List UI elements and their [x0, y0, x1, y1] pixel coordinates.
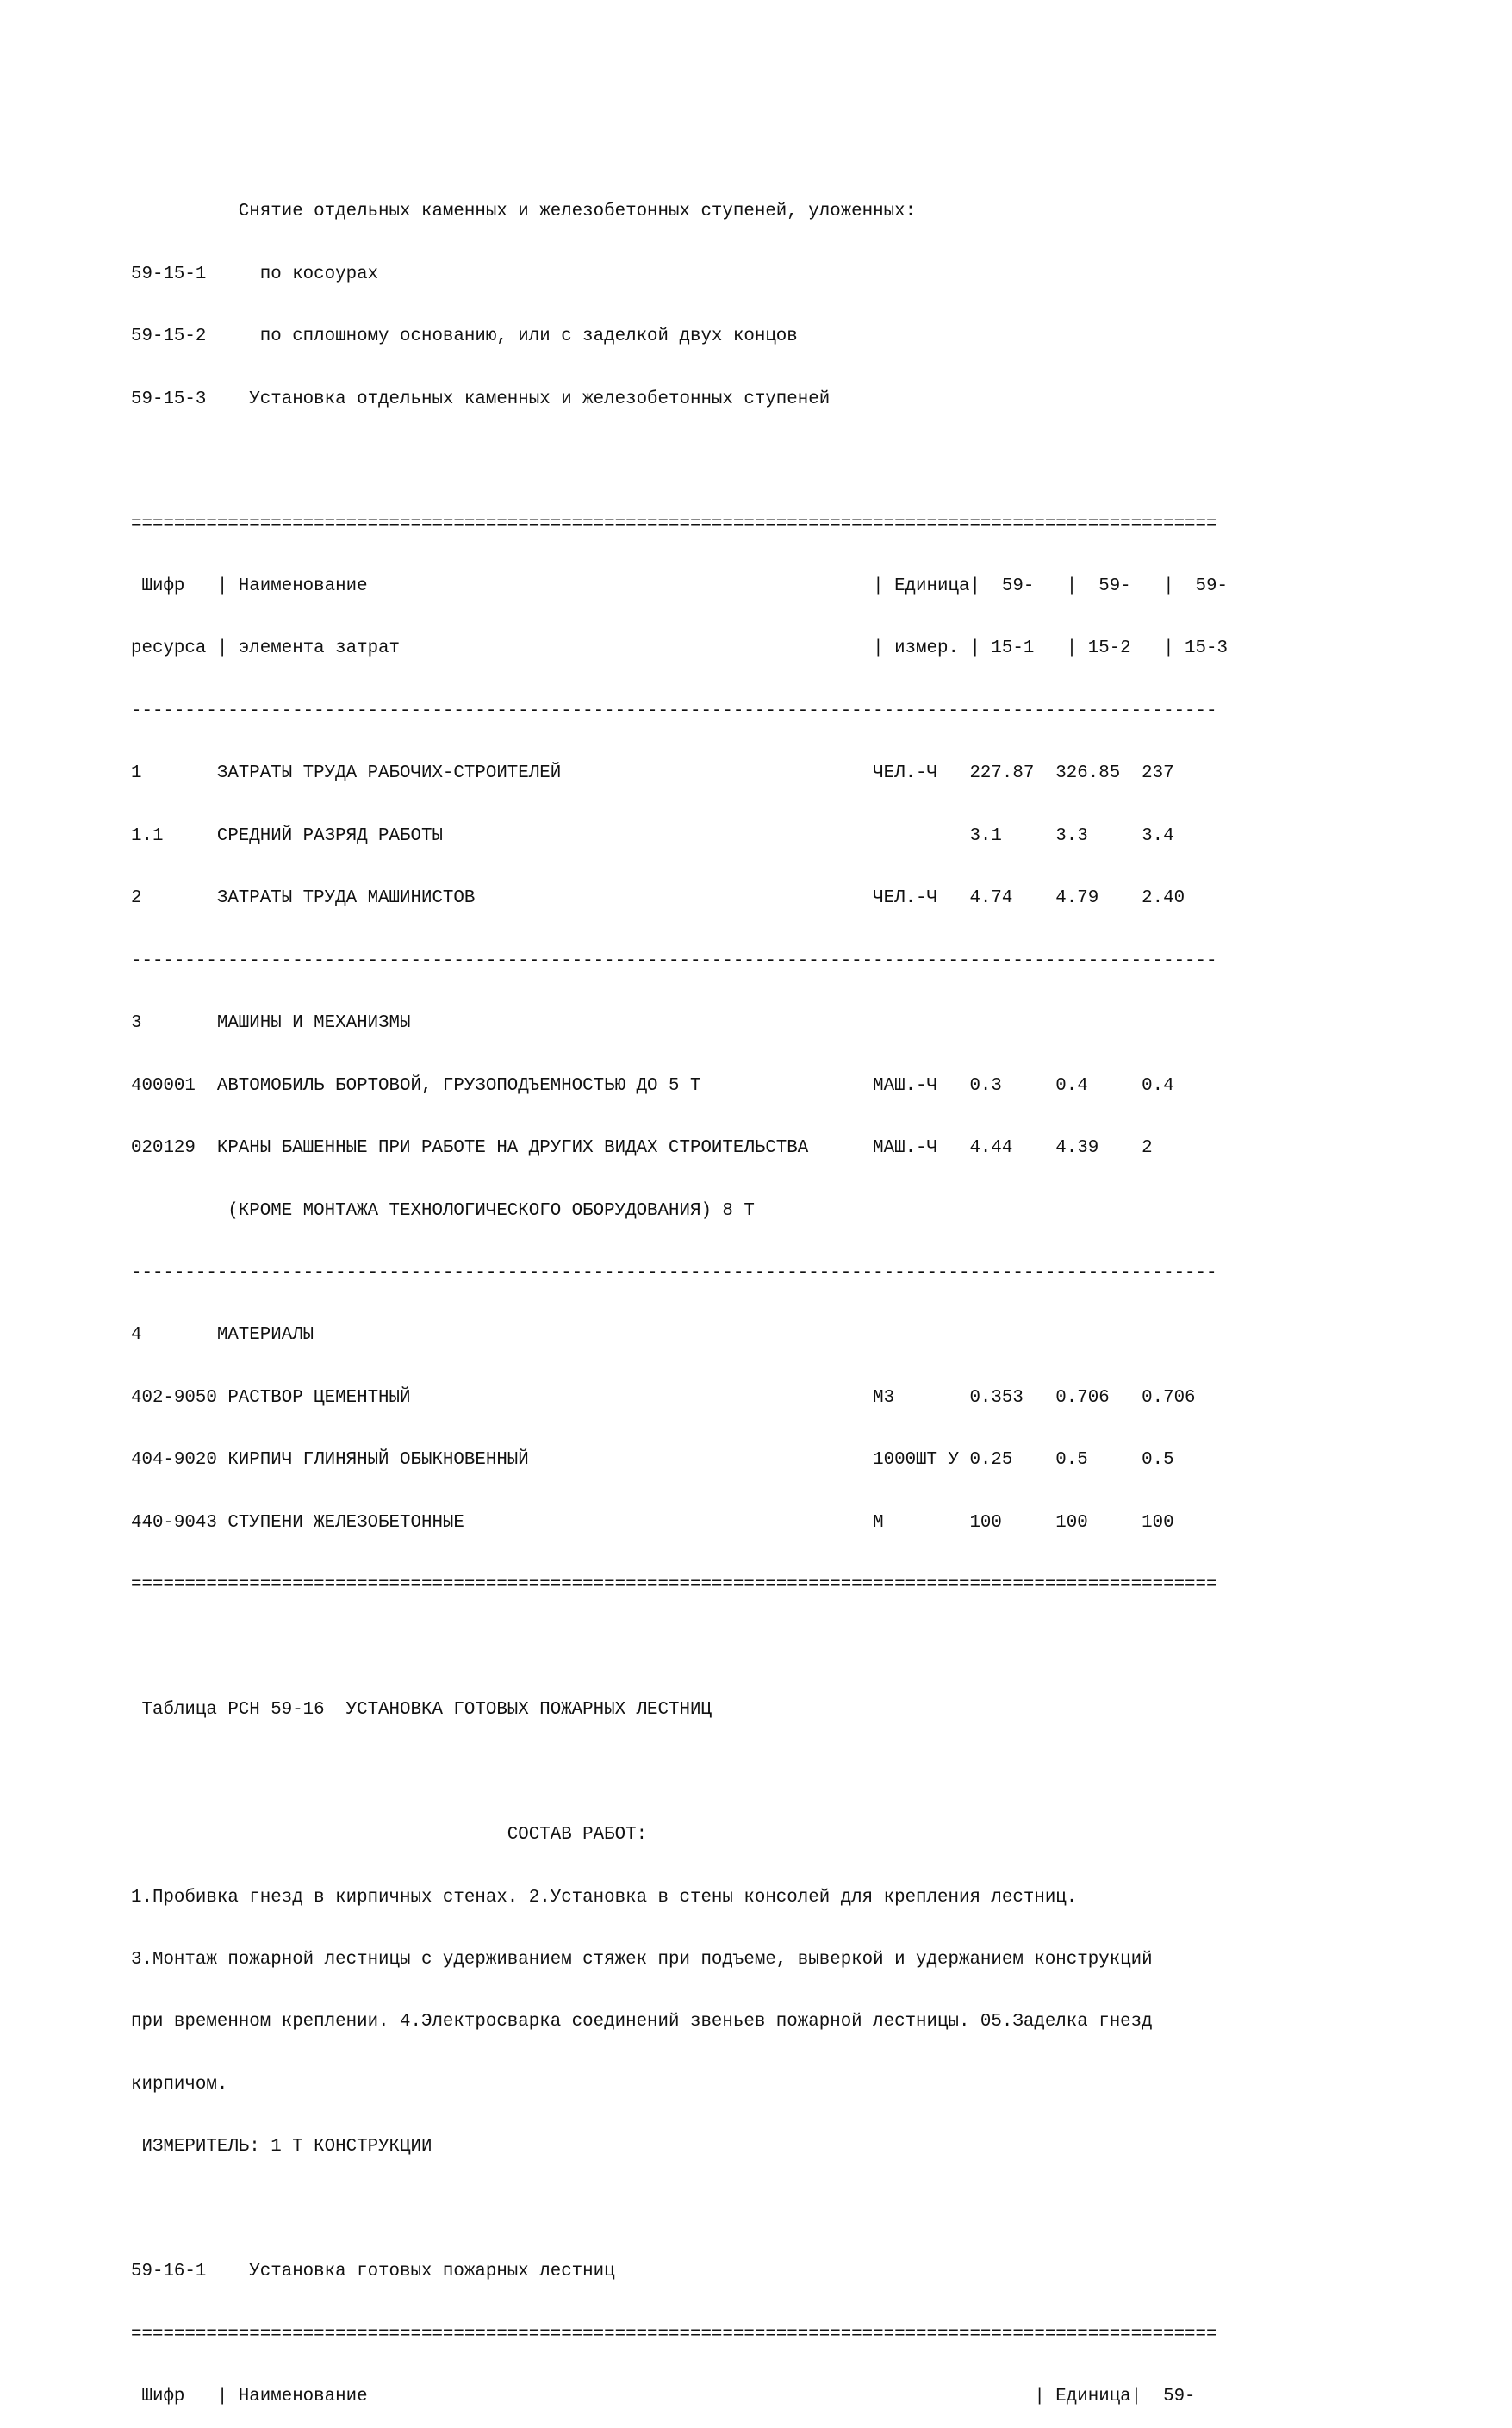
table-row: 402-9050 РАСТВОР ЦЕМЕНТНЫЙ М3 0.353 0.706 0.706	[131, 1387, 1196, 1408]
table-row: 3 МАШИНЫ И МЕХАНИЗМЫ	[131, 1013, 411, 1034]
text-line: 59-15-2 по сплошному основанию, или с заделкой двух концов	[131, 327, 798, 347]
table-row: 4 МАТЕРИАЛЫ	[131, 1325, 314, 1346]
section-heading: СОСТАВ РАБОТ:	[131, 1825, 648, 1846]
text-line: Снятие отдельных каменных и железобетонных ступеней, уложенных:	[131, 202, 917, 222]
table-row: (КРОМЕ МОНТАЖА ТЕХНОЛОГИЧЕСКОГО ОБОРУДОВАНИЯ) 8 Т	[131, 1200, 755, 1221]
table-rule: -----------------------------------------------------------------------------------------------------	[131, 700, 1217, 721]
table-header-row: Шифр | Наименование | Единица| 59-	[131, 2387, 1196, 2407]
table-rule: -----------------------------------------------------------------------------------------------------	[131, 1263, 1217, 1284]
blank-line	[131, 2200, 1228, 2220]
table-header-row: Шифр | Наименование | Единица| 59- | 59- | 59-	[131, 576, 1228, 597]
table-row: 1.1 СРЕДНИЙ РАЗРЯД РАБОТЫ 3.1 3.3 3.4	[131, 825, 1174, 846]
blank-line	[131, 1763, 1228, 1784]
table-row: 404-9020 КИРПИЧ ГЛИНЯНЫЙ ОБЫКНОВЕННЫЙ 1000ШТ У 0.25 0.5 0.5	[131, 1450, 1174, 1471]
table-row: 400001 АВТОМОБИЛЬ БОРТОВОЙ, ГРУЗОПОДЪЕМНОСТЬЮ ДО 5 Т МАШ.-Ч 0.3 0.4 0.4	[131, 1075, 1174, 1096]
table-rule: -----------------------------------------------------------------------------------------------------	[131, 950, 1217, 971]
table-rule: =====================================================================================================	[131, 2324, 1217, 2344]
table-rule: =====================================================================================================	[131, 1575, 1217, 1596]
text-line: 3.Монтаж пожарной лестницы с удерживанием стяжек при подъеме, выверкой и удержанием конструкций	[131, 1950, 1153, 1970]
text-line: 59-15-3 Установка отдельных каменных и железобетонных ступеней	[131, 389, 831, 409]
document-page	[131, 160, 1228, 2428]
text-line: 59-16-1 Установка готовых пожарных лестниц	[131, 2262, 615, 2282]
measure-line: ИЗМЕРИТЕЛЬ: 1 Т КОНСТРУКЦИИ	[131, 2137, 432, 2157]
text-line: кирпичом.	[131, 2074, 228, 2095]
table-header-row: ресурса | элемента затрат | измер. | 15-1 | 15-2 | 15-3	[131, 638, 1228, 659]
table-rule: =====================================================================================================	[131, 514, 1217, 534]
table-row: 020129 КРАНЫ БАШЕННЫЕ ПРИ РАБОТЕ НА ДРУГИХ ВИДАХ СТРОИТЕЛЬСТВА МАШ.-Ч 4.44 4.39 2	[131, 1138, 1153, 1159]
table-title: Таблица РСН 59-16 УСТАНОВКА ГОТОВЫХ ПОЖАРНЫХ ЛЕСТНИЦ	[131, 1700, 712, 1721]
text-line: 59-15-1 по косоурах	[131, 264, 379, 284]
blank-line	[131, 1638, 1228, 1659]
text-line: 1.Пробивка гнезд в кирпичных стенах. 2.Установка в стены консолей для крепления лестниц.	[131, 1887, 1078, 1908]
blank-line	[131, 451, 1228, 472]
table-row: 1 ЗАТРАТЫ ТРУДА РАБОЧИХ-СТРОИТЕЛЕЙ ЧЕЛ.-Ч 227.87 326.85 237	[131, 763, 1174, 784]
text-line: при временном креплении. 4.Электросварка соединений звеньев пожарной лестницы. 05.Заделка гнезд	[131, 2012, 1153, 2033]
table-row: 2 ЗАТРАТЫ ТРУДА МАШИНИСТОВ ЧЕЛ.-Ч 4.74 4.79 2.40	[131, 888, 1185, 909]
table-row: 440-9043 СТУПЕНИ ЖЕЛЕЗОБЕТОННЫЕ М 100 100 100	[131, 1512, 1174, 1533]
